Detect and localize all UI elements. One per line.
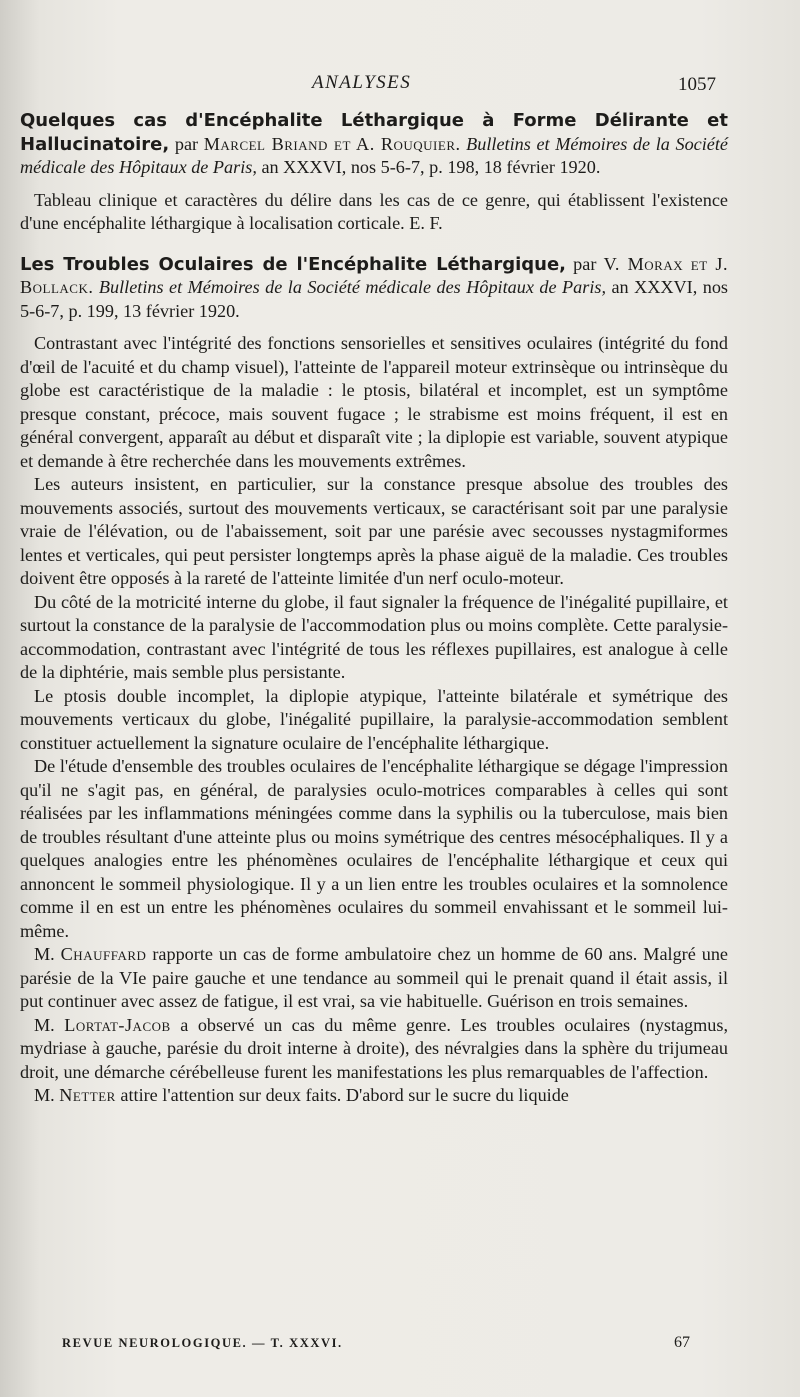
speaker-text: a observé un cas du même genre. Les troubles oculaires (nystagmus, mydriase à gauche, parésie du droit interne à droite), des névralgies dans la sphère du trijumeau droit, une démarche cérébelleuse furent les manifestations les plus remarquables de l'affection. — [20, 1014, 728, 1082]
article-paragraph: Les auteurs insistent, en particulier, sur la constance presque absolue des troubles des mouvements associés, surtout des mouvements verticaux, se caractérisant soit par une paralysie vraie de l'élévation, ou de l'abaissement, soit par une parésie avec secousses nystagmiformes lentes et verticales, qui peut persister longtemps après la phase aiguë de la maladie. Ces troubles doivent être opposés à la rareté de l'atteinte limitée d'un nerf oculo-moteur. — [20, 474, 728, 588]
page-footer — [0, 1336, 800, 1358]
article-authors: Marcel Briand et A. Rouquier. — [203, 133, 461, 154]
article-encephalite-delirante — [20, 109, 728, 236]
speaker-text: rapporte un cas de forme ambulatoire chez un homme de 60 ans. Malgré une parésie de la VIe paire gauche et une tendance au sommeil qui le prenait quand il était assis, il put continuer avec assez de fatigue, il est vrai, sa vie habituelle. Guérison en trois semaines. — [20, 944, 729, 1011]
article-paragraph: Du côté de la motricité interne du globe, il faut signaler la fréquence de l'inégalité pupillaire, et surtout la constance de la paralysie de l'accommodation plus ou moins complète. Cette paralysie-accommodation, contrastant avec l'intégrité de tous les réflexes pupillaires, est analogue à celle de la diphtérie, mais semble plus persistante. — [20, 591, 728, 682]
page-header — [0, 70, 800, 100]
article-details: an XXXVI, nos 5-6-7, p. 198, 18 février 1920. — [256, 157, 601, 177]
article-citation — [20, 109, 728, 180]
speaker-name: Chauffard — [60, 944, 147, 964]
article-journal: Bulletins et Mémoires de la Société médicale des Hôpitaux de Paris, — [20, 133, 728, 177]
article-troubles-oculaires — [20, 253, 728, 1108]
page-number: 1057 — [678, 74, 716, 95]
page-body — [20, 109, 728, 1108]
article-authors: V. Morax et J. Bollack. — [20, 253, 728, 297]
article-paragraph: Tableau clinique et caractères du délire dans les cas de ce genre, qui établissent l'existence d'une encéphalite léthargique à localisation corticale. E. F. — [20, 189, 728, 233]
speaker-prefix: M. — [34, 944, 61, 964]
discussion-paragraph — [20, 943, 728, 1014]
running-title: ANALYSES — [312, 72, 412, 93]
discussion-paragraph — [20, 1014, 728, 1085]
citation-by: par — [566, 253, 604, 274]
article-paragraph: Le ptosis double incomplet, la diplopie atypique, l'atteinte bilatérale et symétrique des mouvements verticaux du globe, l'inégalité pupillaire, la paralysie-accommodation semblent constituer actuellement la signature oculaire de l'encéphalite léthargique. — [20, 685, 728, 753]
discussion-paragraph — [20, 1084, 728, 1108]
article-title: Quelques cas d'Encéphalite Léthargique à Forme Délirante et Hallucinatoire, — [20, 110, 728, 155]
speaker-name: Lortat-Jacob — [64, 1014, 171, 1035]
article-paragraph: De l'étude d'ensemble des troubles oculaires de l'encéphalite léthargique se dégage l'impression qu'il ne s'agit pas, en général, de paralysies oculo-motrices comparables à celles qui sont réalisées par les inflammations méningées comme dans la syphilis ou la tuberculose, mais bien de troubles résultant d'une atteinte plus ou moins symétrique des centres mésocéphaliques. Il y a quelques analogies entre les phénomènes oculaires de l'encéphalite léthargique et ceux qui annoncent le sommeil physiologique. Il y a un lien entre les troubles oculaires et la somnolence comme il en est un entre les phénomènes oculaires du sommeil envahissant et le sommeil lui-même. — [20, 756, 728, 941]
speaker-prefix: M. — [34, 1014, 65, 1035]
footer-sheet-number: 67 — [674, 1334, 690, 1351]
article-paragraph: Contrastant avec l'intégrité des fonctions sensorielles et sensitives oculaires (intégrité du fond d'œil de l'acuité et du champ visuel), l'atteinte de l'appareil moteur extrinsèque ou intrinsèque du globe est caractéristique de la maladie : le ptosis, bilatéral et incomplet, est un symptôme presque constant, précoce, mais souvent fugace ; le strabisme est moins fréquent, il est en général convergent, apparaît au début et disparaît vite ; la diplopie est variable, souvent atypique et demande à être recherchée dans les mouvements extrêmes. — [20, 333, 728, 471]
speaker-prefix: M. — [34, 1085, 60, 1105]
citation-by: par — [169, 133, 204, 154]
footer-journal: REVUE NEUROLOGIQUE. — T. XXXVI. — [62, 1336, 343, 1350]
speaker-name: Netter — [59, 1085, 116, 1105]
speaker-text: attire l'attention sur deux faits. D'abord sur le sucre du liquide — [115, 1085, 569, 1105]
article-citation — [20, 253, 728, 324]
article-journal: Bulletins et Mémoires de la Société médicale des Hôpitaux de Paris, — [93, 277, 606, 297]
article-details: an XXXVI, nos 5-6-7, p. 199, 13 février 1920. — [20, 277, 728, 321]
article-title: Les Troubles Oculaires de l'Encéphalite Léthargique, — [20, 253, 566, 275]
